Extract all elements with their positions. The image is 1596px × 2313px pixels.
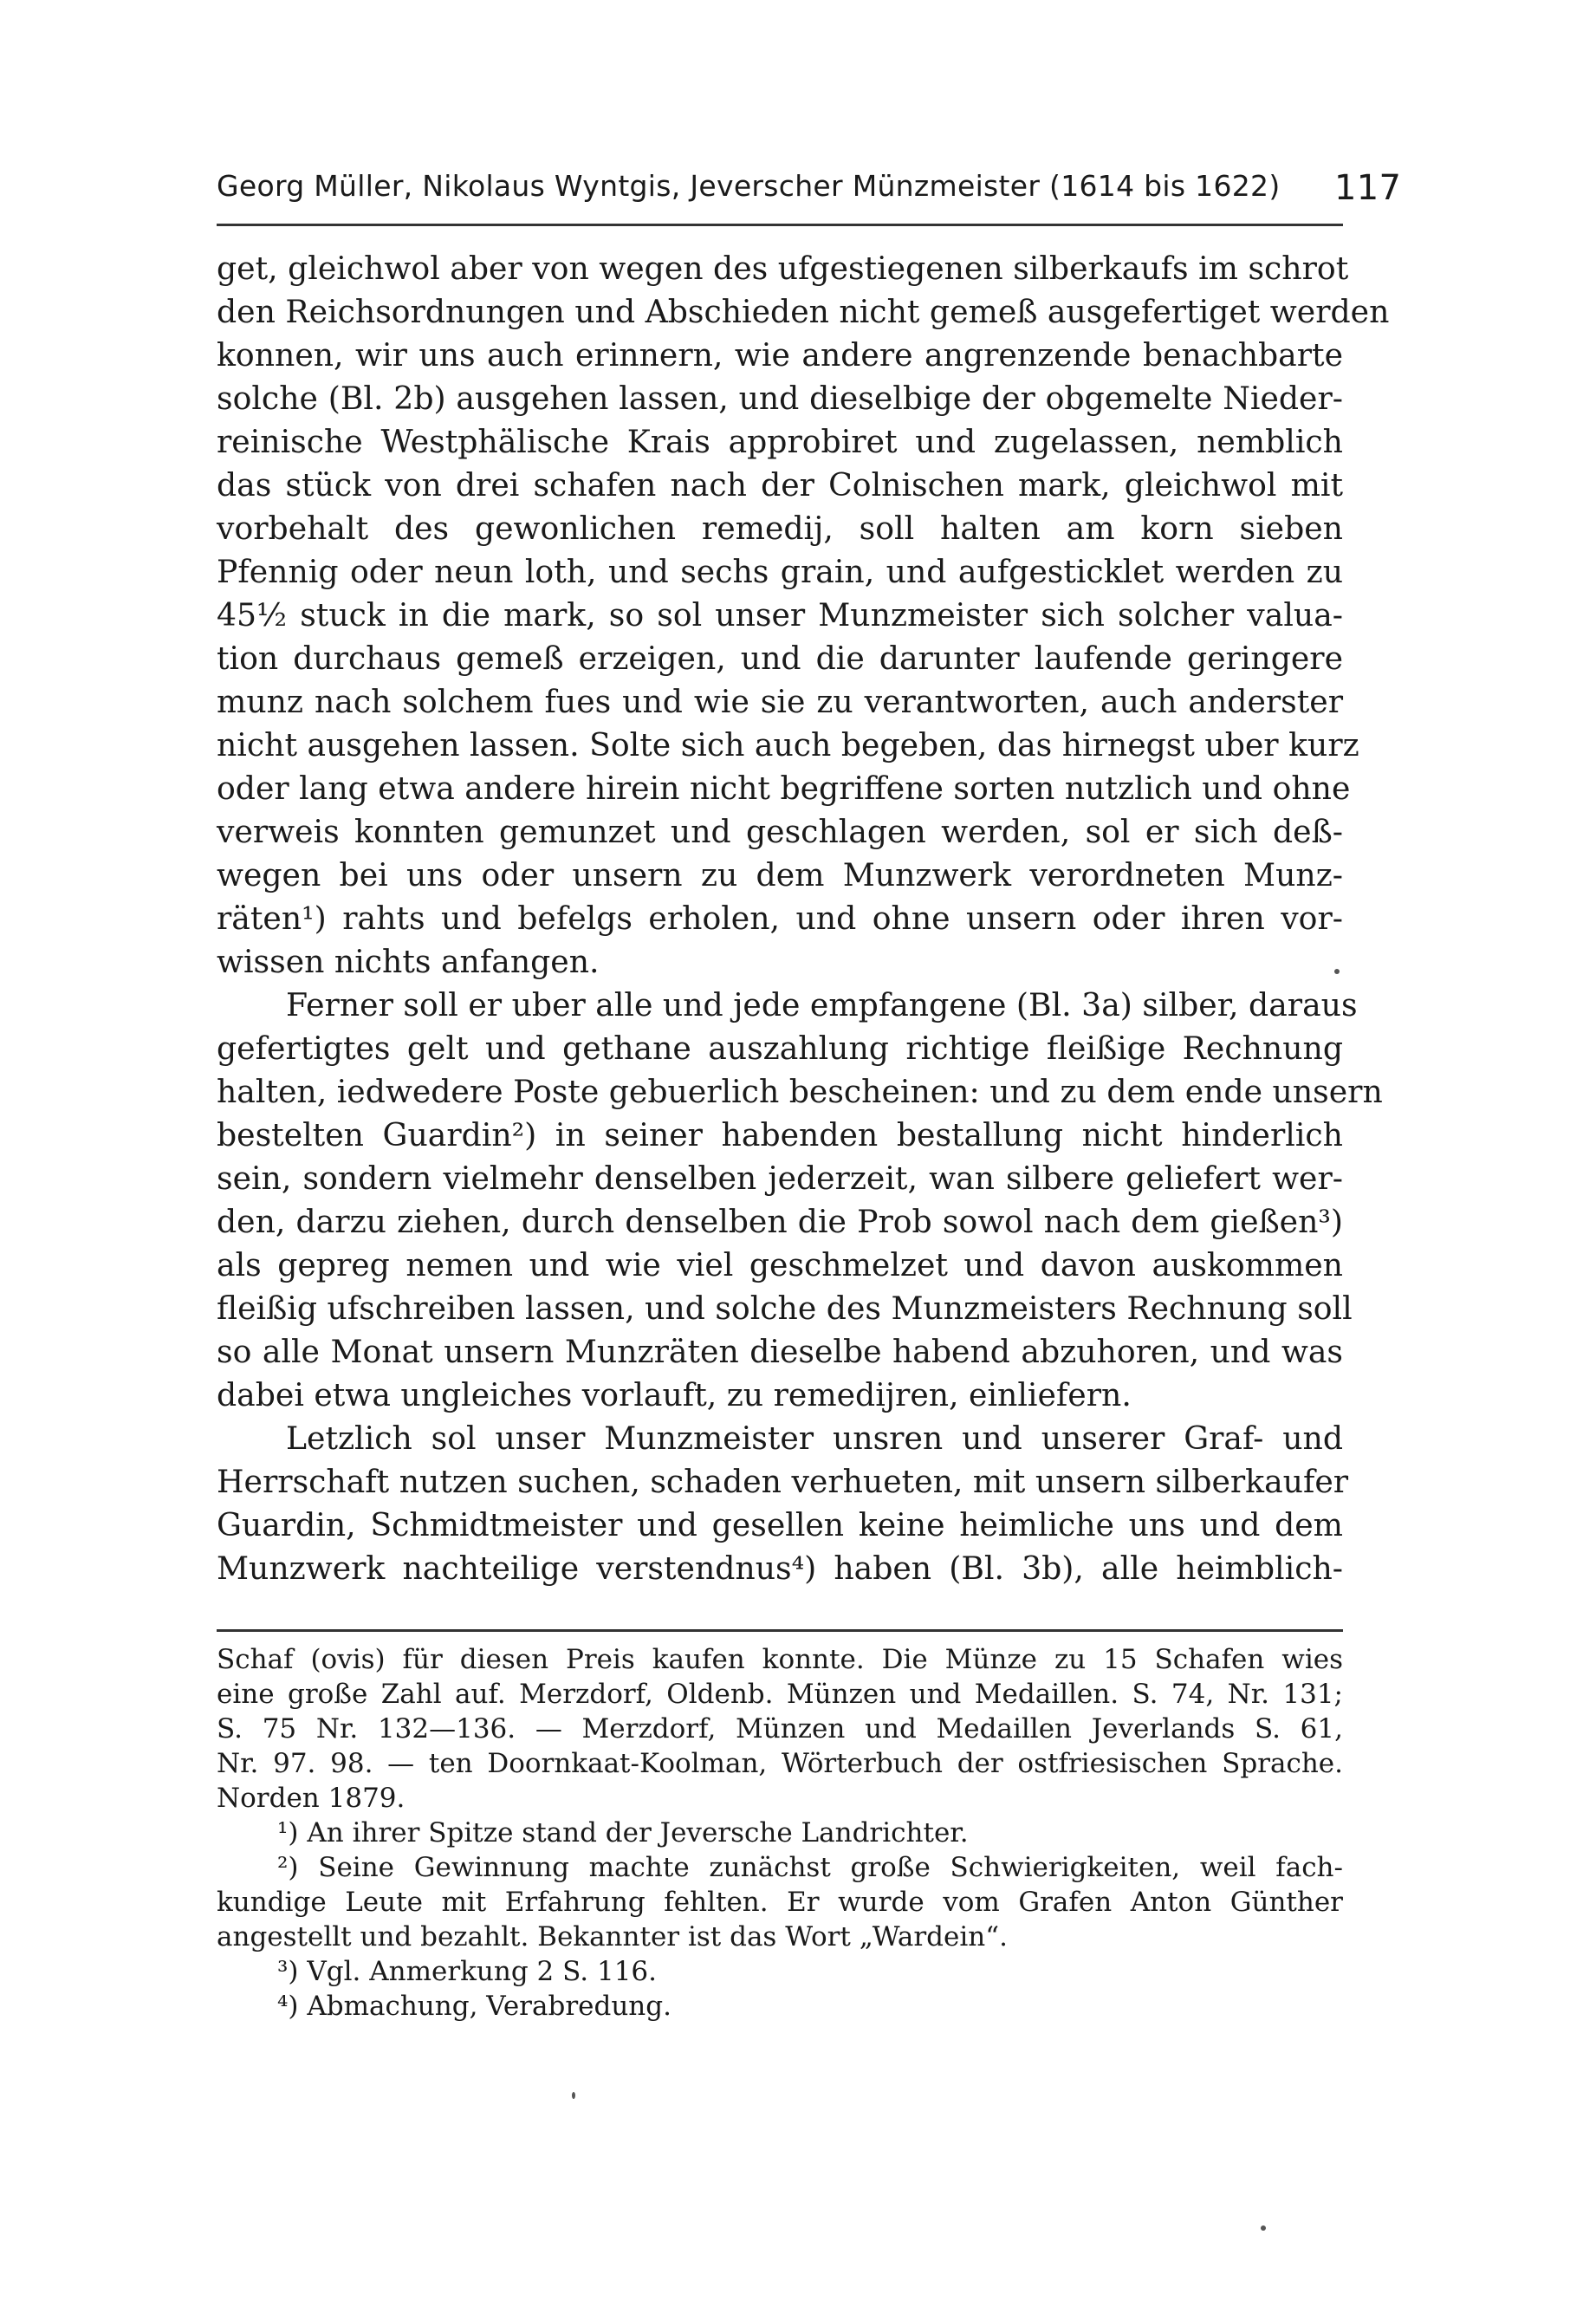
footnote-line: ²) Seine Gewinnung machte zunächst große Schwierigkeiten, weil fach- [277, 1852, 1343, 1883]
text-line: Munzwerk nachteilige verstendnus⁴) haben (Bl. 3b), alle heimblich- [217, 1550, 1343, 1587]
footnote-line: Nr. 97. 98. — ten Doornkaat-Koolman, Wörterbuch der ostfriesischen Sprache. [217, 1748, 1343, 1779]
text-line: tion durchaus gemeß erzeigen, und die darunter laufende geringere [217, 640, 1343, 677]
text-line: den, darzu ziehen, durch denselben die Prob sowol nach dem gießen³) [217, 1203, 1343, 1240]
text-line: so alle Monat unsern Munzräten dieselbe habend abzuhoren, und was [217, 1333, 1343, 1370]
text-line: oder lang etwa andere hirein nicht begriffene sorten nutzlich und ohne [217, 770, 1351, 807]
footnote-3 [217, 1954, 1343, 1989]
text-line: Herrschaft nutzen suchen, schaden verhueten, mit unsern silberkaufer [217, 1463, 1349, 1500]
footnote-line: Norden 1879. [217, 1783, 405, 1814]
text-line: verweis konnten gemunzet und geschlagen werden, sol er sich deß- [217, 813, 1343, 850]
text-line: das stück von drei schafen nach der Colnischen mark, gleichwol mit [217, 466, 1343, 504]
footnote-line: ¹) An ihrer Spitze stand der Jeversche Landrichter. [277, 1817, 969, 1848]
footnotes [217, 1642, 1343, 2024]
footnote-1 [217, 1816, 1343, 1850]
text-line: Ferner soll er uber alle und jede empfangene (Bl. 3a) silber, daraus [286, 986, 1358, 1023]
text-line: Letzlich sol unser Munzmeister unsren und unserer Graf- und [286, 1420, 1343, 1457]
footnote-2 [217, 1850, 1343, 1954]
page-number: 117 [1334, 168, 1402, 208]
print-speck [1261, 2225, 1266, 2231]
text-line: halten, iedwedere Poste gebuerlich bescheinen: und zu dem ende unsern [217, 1073, 1383, 1110]
text-line: bestelten Guardin²) in seiner habenden bestallung nicht hinderlich [217, 1116, 1343, 1153]
text-line: wissen nichts anfangen. [217, 943, 600, 980]
paragraph [217, 247, 1390, 984]
text-line: nicht ausgehen lassen. Solte sich auch begeben, das hirnegst uber kurz [217, 726, 1359, 763]
footnote-continuation [217, 1642, 1343, 1816]
text-line: den Reichsordnungen und Abschieden nicht gemeß ausgefertiget werden [217, 293, 1390, 330]
text-line: konnen, wir uns auch erinnern, wie andere angrenzende benachbarte [217, 336, 1343, 374]
text-line: reinische Westphälische Krais approbiret und zugelassen, nemblich [217, 423, 1343, 460]
text-line: 45½ stuck in die mark, so sol unser Munzmeister sich solcher valua- [217, 596, 1343, 633]
footnote-line: kundige Leute mit Erfahrung fehlten. Er wurde vom Grafen Anton Günther [217, 1887, 1343, 1918]
text-line: wegen bei uns oder unsern zu dem Munzwerk verordneten Munz- [217, 856, 1343, 893]
text-line: Pfennig oder neun loth, und sechs grain, und aufgesticklet werden zu [217, 553, 1343, 590]
footnote-4 [217, 1989, 1343, 2024]
text-line: räten¹) rahts und befelgs erholen, und ohne unsern oder ihren vor- [217, 900, 1343, 937]
text-line: get, gleichwol aber von wegen des ufgestiegenen silberkaufs im schrot [217, 250, 1349, 287]
text-line: fleißig ufschreiben lassen, und solche des Munzmeisters Rechnung soll [217, 1290, 1353, 1327]
text-line: Guardin, Schmidtmeister und gesellen keine heimliche uns und dem [217, 1506, 1343, 1543]
text-line: sein, sondern vielmehr denselben jederzeit, wan silbere geliefert wer- [217, 1160, 1343, 1197]
text-line: dabei etwa ungleiches vorlauft, zu remedijren, einliefern. [217, 1376, 1132, 1413]
running-title: Georg Müller, Nikolaus Wyntgis, Jeverscher Münzmeister (1614 bis 1622) [217, 169, 1281, 203]
paragraph [217, 1417, 1349, 1590]
footnote-line: eine große Zahl auf. Merzdorf, Oldenb. Münzen und Medaillen. S. 74, Nr. 131; [217, 1679, 1343, 1710]
text-line: solche (Bl. 2b) ausgehen lassen, und dieselbige der obgemelte Nieder- [217, 380, 1343, 417]
footnote-line: angestellt und bezahlt. Bekannter ist das Wort „Wardein“. [217, 1921, 1008, 1952]
running-head [217, 165, 1402, 208]
header-rule [217, 224, 1343, 226]
footnote-rule [217, 1629, 1343, 1632]
text-line: als gepreg nemen und wie viel geschmelzet und davon auskommen [217, 1246, 1343, 1283]
text-line: vorbehalt des gewonlichen remedij, soll halten am korn sieben [217, 510, 1343, 547]
footnote-line: ⁴) Abmachung, Verabredung. [277, 1991, 671, 2022]
footnote-line: S. 75 Nr. 132—136. — Merzdorf, Münzen und Medaillen Jeverlands S. 61, [217, 1713, 1343, 1744]
paragraph [217, 984, 1383, 1417]
print-speck [572, 2092, 575, 2099]
text-line: munz nach solchem fues und wie sie zu verantworten, auch anderster [217, 683, 1343, 720]
main-text [217, 247, 1390, 1590]
print-speck [1334, 969, 1340, 974]
text-line: gefertigtes gelt und gethane auszahlung richtige fleißige Rechnung [217, 1030, 1343, 1067]
footnote-line: Schaf (ovis) für diesen Preis kaufen konnte. Die Münze zu 15 Schafen wies [217, 1644, 1343, 1675]
footnote-line: ³) Vgl. Anmerkung 2 S. 116. [277, 1956, 657, 1987]
